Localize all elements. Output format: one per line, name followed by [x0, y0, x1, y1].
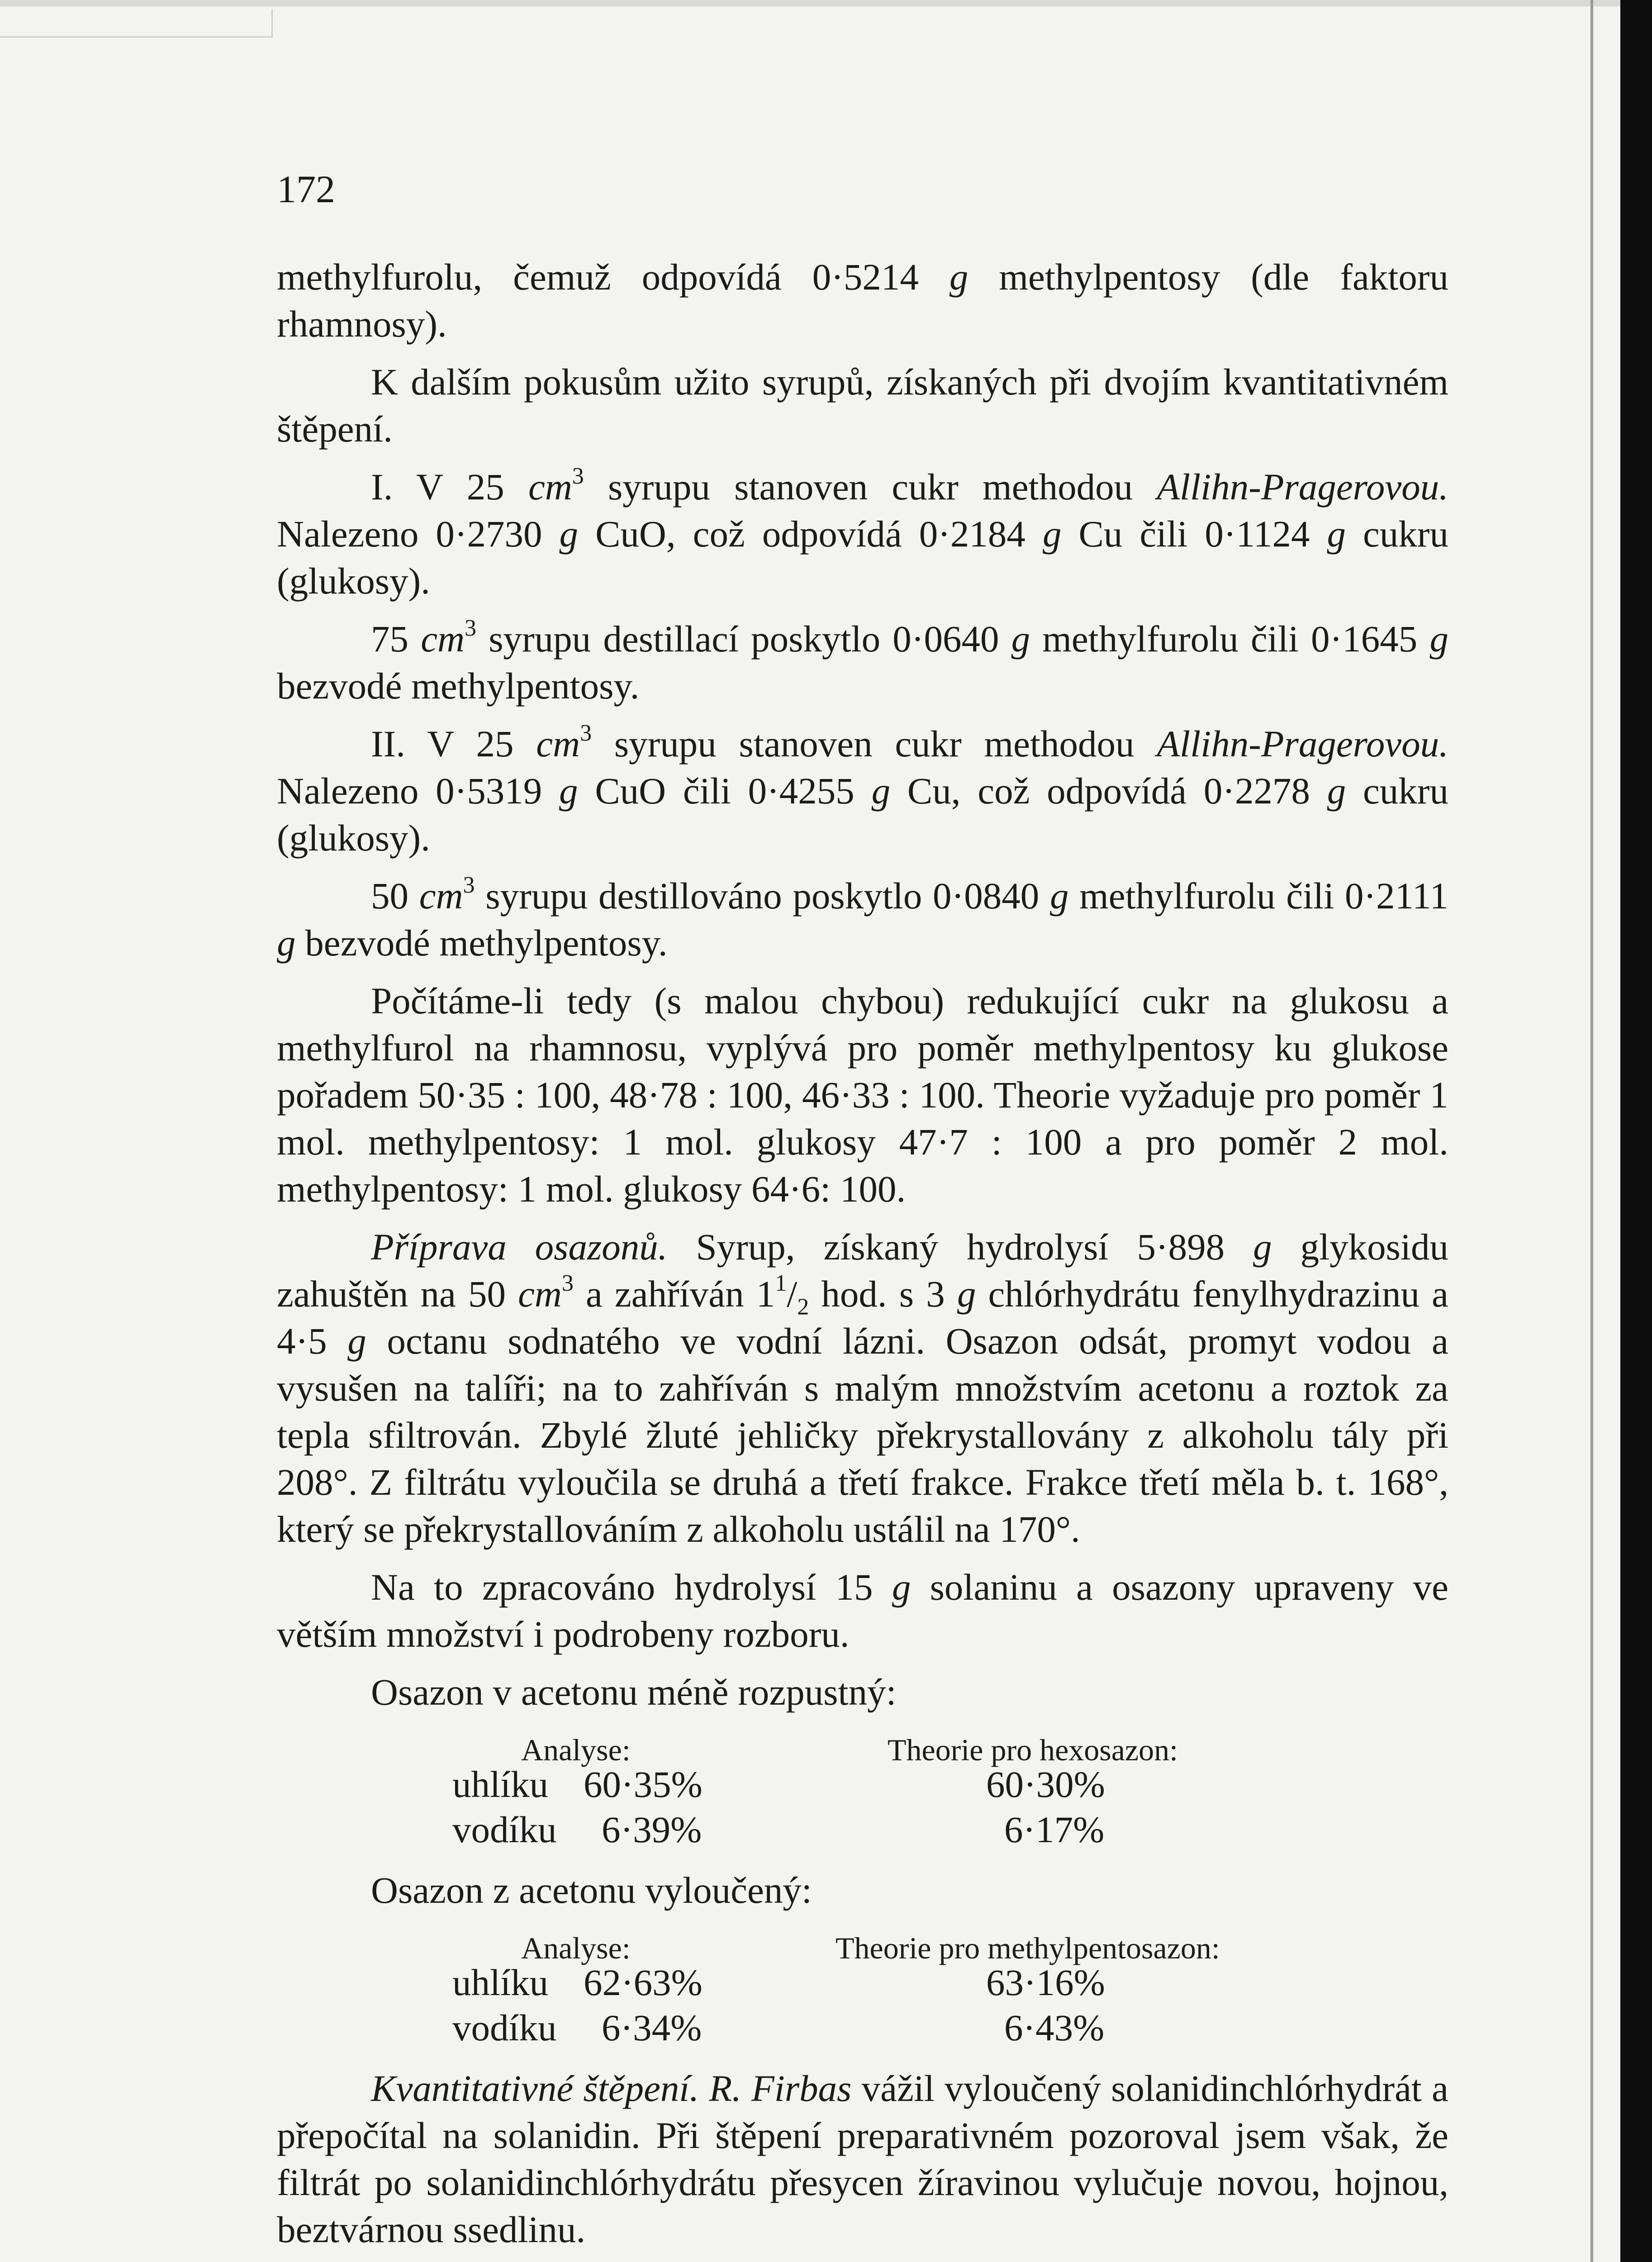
section-title-quantitative: Kvantitativné štěpení.	[371, 2067, 699, 2109]
section-title-osazone: Příprava osazonů.	[371, 1226, 668, 1268]
paragraph-syrups: K dalším pokusům užito syrupů, získaných při dvojím kvantitativném štěpení.	[277, 361, 1448, 450]
paragraph-distillation-1: 75 $cm^3$ syrupu destillací poskytlo 0·0640 g methylfurolu čili 0·1645 g bezvodé methylpentosy.	[277, 615, 1448, 707]
osazon-1-heading: Osazon v acetonu méně rozpustný:	[371, 1671, 897, 1713]
osazon-2-analysis-table: Analyse: Theorie pro methylpentosazon: uhlíku 62·63% 63·16% vodíku 6·34% 6·43%	[277, 1918, 1448, 2054]
osazon-2-heading: Osazon z acetonu vyloučený:	[371, 1869, 812, 1911]
page-number: 172	[277, 167, 335, 211]
theory-column-header: Theorie pro methylpentosazon:	[835, 1931, 1220, 1965]
paragraph-ratio-calculation: Počítáme-li tedy (s malou chybou) redukující cukr na glukosu a methylfurol na rhamnosu, vyplývá pro poměr methylpentosy ku glukose pořadem 50·35 : 100, 48·78 : 100, 46·33 : 100. Theorie vyžaduje pro poměr 1 mol. methylpentosy: 1 mol. glukosy 47·7 : 100 a pro poměr 2 mol. methylpentosy: 1 mol. glukosy 64·6: 100.	[277, 980, 1448, 1210]
page-top-edge	[0, 0, 1652, 6]
analysis-column-header: Analyse:	[521, 1733, 631, 1767]
author-name: R. Firbas	[709, 2067, 852, 2109]
paragraph-hydrolysis-solanine: Na to zpracováno hydrolysí 15 g solaninu a osazony upraveny ve větším množství i podrobeny rozboru.	[277, 1566, 1448, 1655]
paragraph-experiment-1: I. V 25 $cm^3$ syrupu stanoven cukr methodou Allihn-Pragerovou. Nalezeno 0·2730 g CuO, což odpovídá 0·2184 g Cu čili 0·1124 g cukru (glukosy).	[277, 463, 1448, 602]
paragraph-osazone-preparation: Příprava osazonů. Syrup, získaný hydrolysí 5·898 g glykosidu zahuštěn na 50 $cm^3$ a zahříván $1^1/_2$ hod. s 3 g chlórhydrátu fenylhydrazinu a 4·5 g octanu sodnatého ve vodní lázni. Osazon odsát, promyt vodou a vysušen na talíři; na to zahříván s malým množstvím acetonu a roztok za tepla sfiltrován. Zbylé žluté jehličky překrystallovány z alkoholu tály při 208°. Z filtrátu vyloučila se druhá a třetí frakce. Frakce třetí měla b. t. 168°, který se překrystallováním z alkoholu ustálil na 170°.	[277, 1226, 1449, 1550]
page-body	[277, 253, 1448, 2262]
page-edge-line	[1590, 0, 1593, 2262]
scan-border-mark	[0, 9, 273, 38]
paragraph-quantitative-cleavage: Kvantitativné štěpení. R. Firbas vážil vyloučený solanidinchlórhydrát a přepočítal na solanidin. Při štěpení preparativném pozoroval jsem však, že filtrát po solanidinchlórhydrátu přesycen žíravinou vylučuje novou, hojnou, beztvárnou ssedlinu.	[277, 2067, 1449, 2250]
theory-column-header: Theorie pro hexosazon:	[888, 1733, 1178, 1767]
paragraph-experiment-2: II. V 25 $cm^3$ syrupu stanoven cukr methodou Allihn-Pragerovou. Nalezeno 0·5319 g CuO čili 0·4255 g Cu, což odpovídá 0·2278 g cukru (glukosy).	[277, 720, 1449, 859]
analysis-column-header: Analyse:	[521, 1931, 631, 1965]
paragraph-methylfurol-intro: methylfurolu, čemuž odpovídá 0·5214 g methylpentosy (dle faktoru rhamnosy).	[277, 256, 1448, 345]
paragraph-distillation-2: 50 $cm^3$ syrupu destillováno poskytlo 0·0840 g methylfurolu čili 0·2111 g bezvodé methylpentosy.	[277, 872, 1449, 964]
osazon-1-analysis-table: Analyse: Theorie pro hexosazon: uhlíku 60·35% 60·30% vodíku 6·39% 6·17%	[277, 1720, 1448, 1856]
page-dark-edge	[1620, 0, 1652, 2262]
